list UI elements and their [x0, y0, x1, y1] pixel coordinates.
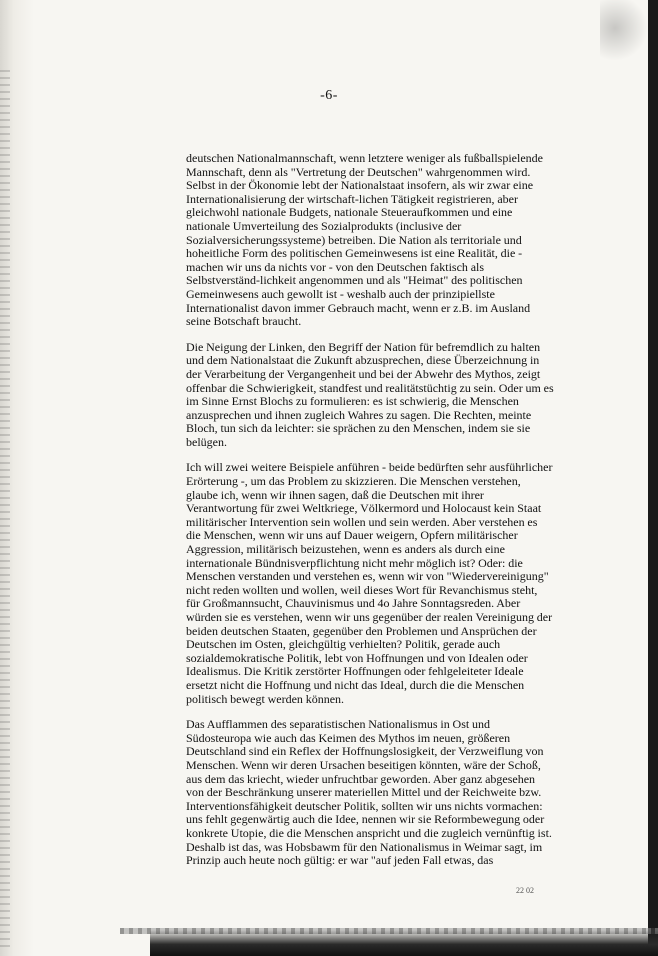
scan-bottom-edge [150, 930, 658, 956]
paragraph: deutschen Nationalmannschaft, wenn letztere weniger als fußballspielende Mannschaft, denn als "Vertretung der Deutschen" wahrgenommen wird. Selbst in der Ökonomie lebt der Nationalstaat insofern, als wir zwar eine Internationalisierung der wirtschaft-lichen Tätigkeit registrieren, aber gleichwohl nationale Budgets, nationale Steueraufkommen und eine nationale Umverteilung des Sozialprodukts (inclusive der Sozialversicherungssysteme) betreiben. Die Nation als territoriale und hoheitliche Form des politischen Gemeinwesens ist eine Realität, die - machen wir uns da nichts vor - von den Deutschen faktisch als Selbstverständ-lichkeit angenommen und als "Heimat" des politischen Gemeinwesens auch gewollt ist - weshalb auch der prinzipiellste Internationalist davon immer Gebrauch macht, wenn er z.B. im Ausland seine Botschaft braucht. [186, 151, 543, 329]
paragraph: Die Neigung der Linken, den Begriff der Nation für befremdlich zu halten und dem Nationalstaat die Zukunft abzusprechen, diese Überzeichnung in der Verarbeitung der Vergangenheit und bei der Abwehr des Mythos, zeigt offenbar die Schwierigkeit, standfest und realitätstüchtig zu sein. Oder um es im Sinne Ernst Blochs zu formulieren: es ist schwierig, die Menschen anzusprechen und ihnen zugleich Wahres zu sagen. Die Rechten, meinte Bloch, tun sich da leichter: sie sprächen zu den Menschen, indem sie sie belügen. [186, 339, 554, 449]
paragraph: Das Aufflammen des separatistischen Nationalismus in Ost und Südosteuropa wie auch das Keimen des Mythos im neuen, größeren Deutschland sind ein Reflex der Hoffnungslosigkeit, der Verzweiflung von Menschen. Wenn wir deren Ursachen beseitigen könnten, wäre der Schoß, aus dem das kriecht, wieder unfruchtbar geworden. Aber ganz abgesehen von der Beschränkung unserer materiellen Mittel und der Reichweite bzw. Interventionsfähigkeit deutscher Politik, sollten wir uns nichts vormachen: uns fehlt gegenwärtig auch die Idee, nennen wir sie Reformbewegung oder konkrete Utopie, die die Menschen anspricht und die zugleich vernünftig ist. Deshalb ist das, was Hobsbawm für den Nationalismus in Weimar sagt, im Prinzip auch heute noch gültig: er war "auf jeden Fall etwas, das [186, 717, 552, 868]
scan-corner-smudge [600, 0, 650, 70]
scan-left-edge [0, 0, 34, 956]
footer-mark: 22 02 [516, 886, 534, 895]
paragraph: Ich will zwei weitere Beispiele anführen - beide bedürften sehr ausführlicher Erörterung -, um das Problem zu skizzieren. Die Menschen verstehen, glaube ich, wenn wir ihnen sagen, daß die Deutschen mit ihrer Verantwortung für zwei Weltkriege, Völkermord und Holocaust kein Staat militärischer Intervention sein wollen und sein werden. Aber verstehen es die Menschen, wenn wir uns auf Dauer weigern, Opfern militärischer Aggression, militärisch beizustehen, wenn es anders als durch eine internationale Bündnisverpflichtung nicht mehr möglich ist? Oder: die Menschen verstanden und verstehen es, wenn wir von "Wiedervereinigung" nicht reden wollten und wollen, weil dieses Wort für Revanchismus steht, für Großmannsucht, Chauvinismus und 4o Jahre Sonntagsreden. Aber würden sie es verstehen, wenn wir uns gegenüber der realen Vereinigung der beiden deutschen Staaten, gegenüber den Problemen und Ansprüchen der Deutschen im Osten, gleichgültig verhielten? Politik, gerade auch sozialdemokratische Politik, lebt von Hoffnungen und von Idealen oder Idealismus. Die Kritik zerstörter Hoffnungen oder fehlgeleiteter Ideale ersetzt nicht die Hoffnung und nicht das Ideal, durch die die Menschen politisch bewegt werden können. [186, 460, 553, 706]
scan-right-edge [648, 0, 658, 956]
document-body [186, 152, 554, 880]
page-number: -6- [320, 88, 338, 103]
